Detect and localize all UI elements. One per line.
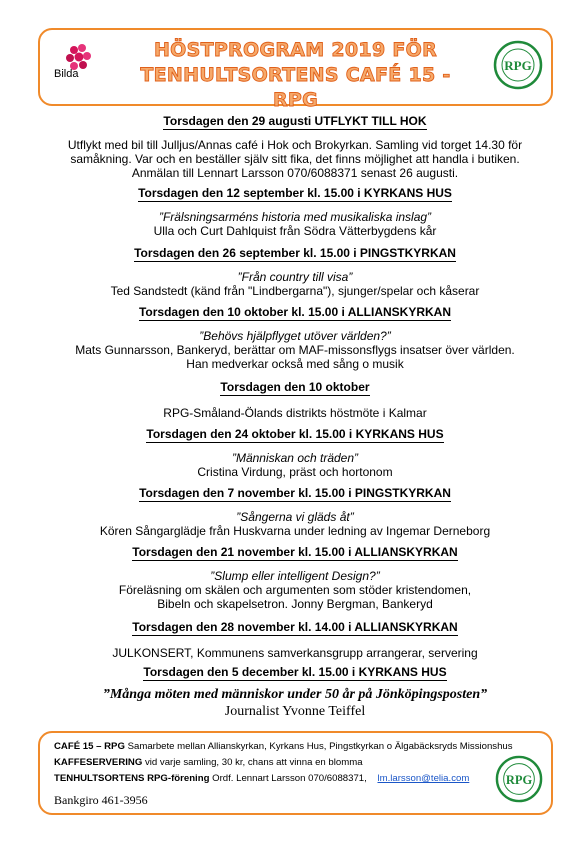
event-heading: Torsdagen den 29 augusti UTFLYKT TILL HOK <box>163 114 427 128</box>
event-heading: Torsdagen den 24 oktober kl. 15.00 i KYRKANS HUS <box>146 427 444 441</box>
svg-text:RPG: RPG <box>505 772 533 787</box>
event-nov-21 <box>40 545 550 611</box>
event-sep-26 <box>40 246 550 298</box>
closing-quote: ”Många möten med människor under 50 år på Jönköpingsposten” <box>102 687 488 702</box>
closing-quote-block <box>40 686 550 720</box>
svg-text:RPG: RPG <box>504 58 532 73</box>
event-heading: Torsdagen den 5 december kl. 15.00 i KYRKANS HUS <box>143 665 447 679</box>
event-sep-12 <box>40 186 550 238</box>
event-quote: ”Frälsningsarméns historia med musikaliska inslag” <box>158 210 432 224</box>
event-text: RPG-Småland-Ölands distrikts höstmöte i Kalmar <box>163 406 427 420</box>
event-text: samåkning. Var och en beställer själv sitt fika, det finns möjlighet att handla i butiken. <box>70 152 520 166</box>
event-heading: Torsdagen den 10 oktober kl. 15.00 i ALLIANSKYRKAN <box>138 305 452 319</box>
event-heading: Torsdagen den 10 oktober <box>220 380 370 394</box>
page-title <box>118 38 473 113</box>
event-heading: Torsdagen den 26 september kl. 15.00 i PINGSTKYRKAN <box>134 246 456 260</box>
event-heading: Torsdagen den 28 november kl. 14.00 i ALLIANSKYRKAN <box>132 620 458 634</box>
footer-box <box>38 731 553 815</box>
event-text: Anmälan till Lennart Larsson 070/6088371 senast 26 augusti. <box>131 166 459 180</box>
footer-line-cafe: CAFÉ 15 – RPG Samarbete mellan Allianskyrkan, Kyrkans Hus, Pingstkyrkan o Älgabäcksryds Missionshus <box>54 741 513 752</box>
event-text: Mats Gunnarsson, Bankeryd, berättar om MAF-missonsflygs insatser över världen. <box>75 343 515 357</box>
event-oct-10-alliance <box>40 305 550 371</box>
event-quote: ”Behövs hjälpflyget utöver världen?” <box>199 329 391 343</box>
event-text: Ted Sandstedt (känd från "Lindbergarna"), sjunger/spelar och kåserar <box>110 284 480 298</box>
event-nov-7 <box>40 486 550 538</box>
event-dec-5 <box>40 665 550 681</box>
event-text: Utflykt med bil till Julljus/Annas café i Hok och Brokyrkan. Samling vid torget 14.30 för <box>67 138 523 152</box>
event-quote: ”Från country till visa” <box>237 270 353 284</box>
event-quote: ”Slump eller intelligent Design?” <box>210 569 380 583</box>
event-oct-10-kalmar <box>40 380 550 420</box>
event-text: Cristina Virdung, präst och hortonom <box>197 465 393 479</box>
title-line-2: TENHULTSORTENS CAFÉ 15 - RPG <box>140 64 451 111</box>
event-text: JULKONSERT, Kommunens samverkansgrupp arrangerar, servering <box>112 646 478 660</box>
event-text: Föreläsning om skälen och argumenten som stöder kristendomen, <box>118 583 472 597</box>
closing-author: Journalist Yvonne Teiffel <box>224 704 366 719</box>
event-heading: Torsdagen den 21 november kl. 15.00 i ALLIANSKYRKAN <box>132 545 458 559</box>
event-heading: Torsdagen den 12 september kl. 15.00 i KYRKANS HUS <box>138 186 452 200</box>
bankgiro: Bankgiro 461-3956 <box>54 793 148 807</box>
event-text: Bibeln och skapelsetron. Jonny Bergman, Bankeryd <box>157 597 433 611</box>
rpg-seal-footer-icon <box>495 755 543 803</box>
event-nov-28 <box>40 620 550 660</box>
footer-line-coffee: KAFFESERVERING vid varje samling, 30 kr, chans att vinna en blomma <box>54 757 363 768</box>
event-quote: ”Sångerna vi gläds åt” <box>236 510 354 524</box>
email-link[interactable]: lm.larsson@telia.com <box>377 773 470 784</box>
bilda-label: Bilda <box>54 68 79 80</box>
rpg-seal-icon <box>493 40 543 90</box>
header-box <box>38 28 553 111</box>
event-quote: ”Människan och träden” <box>231 451 359 465</box>
event-text: Ulla och Curt Dahlquist från Södra Vätterbygdens kår <box>153 224 437 238</box>
footer-line-association: TENHULTSORTENS RPG-förening Ordf. Lennart Larsson 070/6088371, lm.larsson@telia.com <box>54 773 470 784</box>
event-text: Kören Sångarglädje från Huskvarna under ledning av Ingemar Derneborg <box>99 524 491 538</box>
title-line-1: HÖSTPROGRAM 2019 FÖR <box>153 39 438 61</box>
event-aug-29 <box>40 114 550 180</box>
event-heading: Torsdagen den 7 november kl. 15.00 i PINGSTKYRKAN <box>139 486 451 500</box>
event-oct-24 <box>40 427 550 479</box>
event-text: Han medverkar också med sång o musik <box>186 357 404 371</box>
